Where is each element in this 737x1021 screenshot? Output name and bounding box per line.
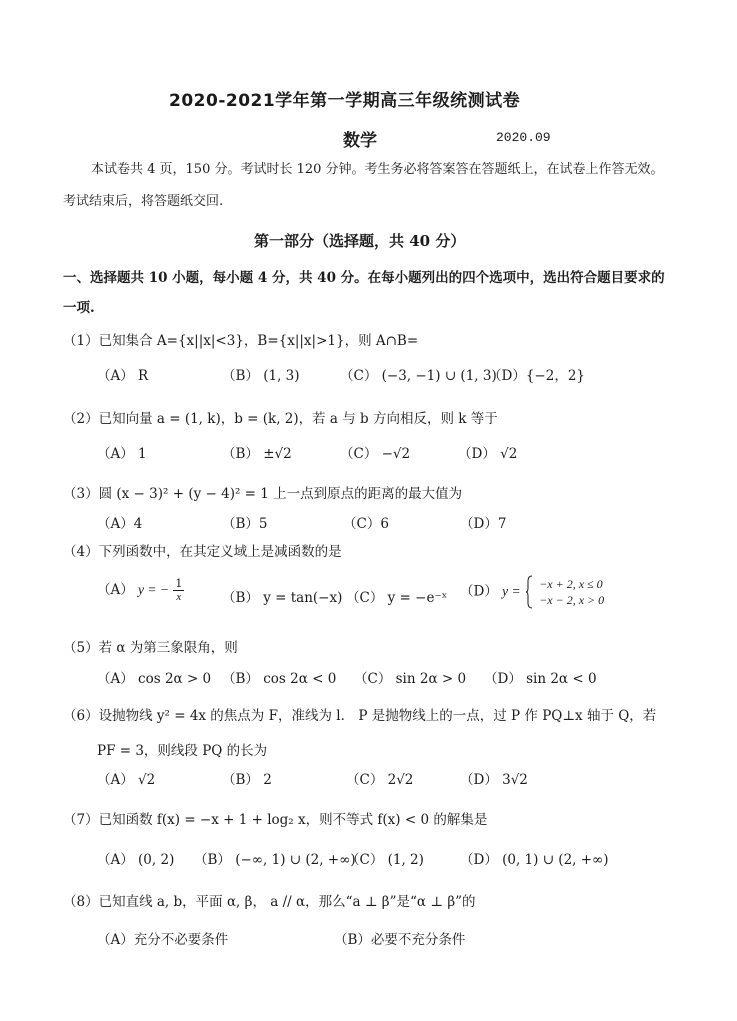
- question-7-option-b: （B） (−∞, 1) ∪ (2, +∞): [194, 852, 356, 868]
- piecewise-case-1: −x + 2, x ≤ 0: [539, 577, 603, 591]
- brace-icon: [525, 575, 533, 609]
- piecewise-cases: [539, 576, 604, 608]
- question-7-option-c: （C） (1, 2): [346, 852, 424, 868]
- question-4-option-d: [460, 575, 604, 609]
- question-4-option-a-fraction: [173, 578, 184, 603]
- exam-date: 2020.09: [496, 130, 551, 145]
- question-7-option-a: （A） (0, 2): [97, 852, 175, 868]
- subject-heading: 数学: [343, 131, 377, 151]
- question-2-option-d: （D） √2: [458, 446, 518, 462]
- question-8-option-a: （A）充分不必要条件: [97, 932, 229, 948]
- question-8-option-b: （B）必要不充分条件: [334, 932, 466, 948]
- question-4-option-d-lhs: y =: [502, 583, 521, 599]
- question-4-option-c: （C） y = −e⁻ˣ: [346, 590, 448, 606]
- question-2-stem: （2）已知向量 a = (1, k)，b = (k, 2)，若 a 与 b 方向相反，则 k 等于: [63, 411, 498, 427]
- exam-title: 2020-2021学年第一学期高三年级统测试卷: [169, 91, 521, 111]
- question-1-option-a: （A） R: [97, 368, 149, 384]
- question-1-option-c: （C） (−3, −1) ∪ (1, 3): [340, 368, 497, 384]
- intro-line-1: 本试卷共 4 页，150 分。考试时长 120 分钟。考生务必将答案答在答题纸上，在试卷上作答无效。: [91, 162, 664, 177]
- question-3-stem: （3）圆 (x − 3)² + (y − 4)² = 1 上一点到原点的距离的最大值为: [63, 486, 463, 502]
- part-title: 第一部分（选择题，共 40 分）: [254, 232, 466, 250]
- question-1-stem: （1）已知集合 A={x||x|<3}，B={x||x|>1}，则 A∩B=: [63, 333, 419, 349]
- question-6-stem: （6）设抛物线 y² = 4x 的焦点为 F，准线为 l． P 是抛物线上的一点，过 P 作 PQ⊥x 轴于 Q，若: [63, 708, 657, 724]
- piecewise-case-2: −x − 2, x > 0: [539, 593, 605, 607]
- question-4-stem: （4）下列函数中，在其定义域上是减函数的是: [63, 544, 342, 560]
- question-6-option-a: （A） √2: [97, 772, 156, 788]
- question-1-option-b: （B） (1, 3): [222, 368, 300, 384]
- question-5-stem: （5）若 α 为第三象限角，则: [63, 640, 238, 656]
- question-7-stem: （7）已知函数 f(x) = −x + 1 + log₂ x，则不等式 f(x) < 0 的解集是: [63, 812, 488, 828]
- question-2-option-b: （B） ±√2: [222, 446, 292, 462]
- section-instructions-line-1: 一、选择题共 10 小题，每小题 4 分，共 40 分。在每小题列出的四个选项中，选出符合题目要求的: [63, 270, 665, 286]
- question-8-stem: （8）已知直线 a, b，平面 α, β， a // α，那么“a ⊥ β”是“α ⊥ β”的: [63, 894, 476, 910]
- question-4-option-d-label: （D）: [460, 583, 498, 600]
- question-3-option-c: （C）6: [343, 516, 389, 532]
- question-4-option-a-label: （A）: [97, 582, 134, 598]
- question-1-option-d: （D）{−2，2}: [488, 368, 585, 384]
- question-4-option-b: （B） y = tan(−x): [222, 590, 343, 606]
- question-6-option-d: （D） 3√2: [460, 772, 528, 788]
- question-5-option-d: （D） sin 2α < 0: [484, 671, 597, 687]
- question-2-option-a: （A） 1: [97, 446, 147, 462]
- question-3-option-b: （B）5: [222, 516, 268, 532]
- question-6-option-b: （B） 2: [222, 772, 272, 788]
- question-7-option-d: （D） (0, 1) ∪ (2, +∞): [460, 852, 609, 868]
- fraction-denominator: x: [176, 591, 182, 603]
- intro-line-2: 考试结束后，将答题纸交回.: [63, 194, 224, 209]
- question-5-option-a: （A） cos 2α > 0: [97, 671, 212, 687]
- question-6-stem-continued: PF = 3，则线段 PQ 的长为: [97, 743, 268, 759]
- question-3-option-a: （A）4: [97, 516, 143, 532]
- question-4-option-a-lhs: y = −: [138, 582, 170, 597]
- section-instructions-line-2: 一项.: [63, 300, 95, 316]
- question-5-option-b: （B） cos 2α < 0: [222, 671, 337, 687]
- question-4-option-a: [97, 578, 184, 603]
- question-3-option-d: （D）7: [460, 516, 507, 532]
- question-6-option-c: （C） 2√2: [346, 772, 414, 788]
- question-5-option-c: （C） sin 2α > 0: [354, 671, 467, 687]
- fraction-numerator: 1: [175, 577, 183, 590]
- question-2-option-c: （C） −√2: [340, 446, 411, 462]
